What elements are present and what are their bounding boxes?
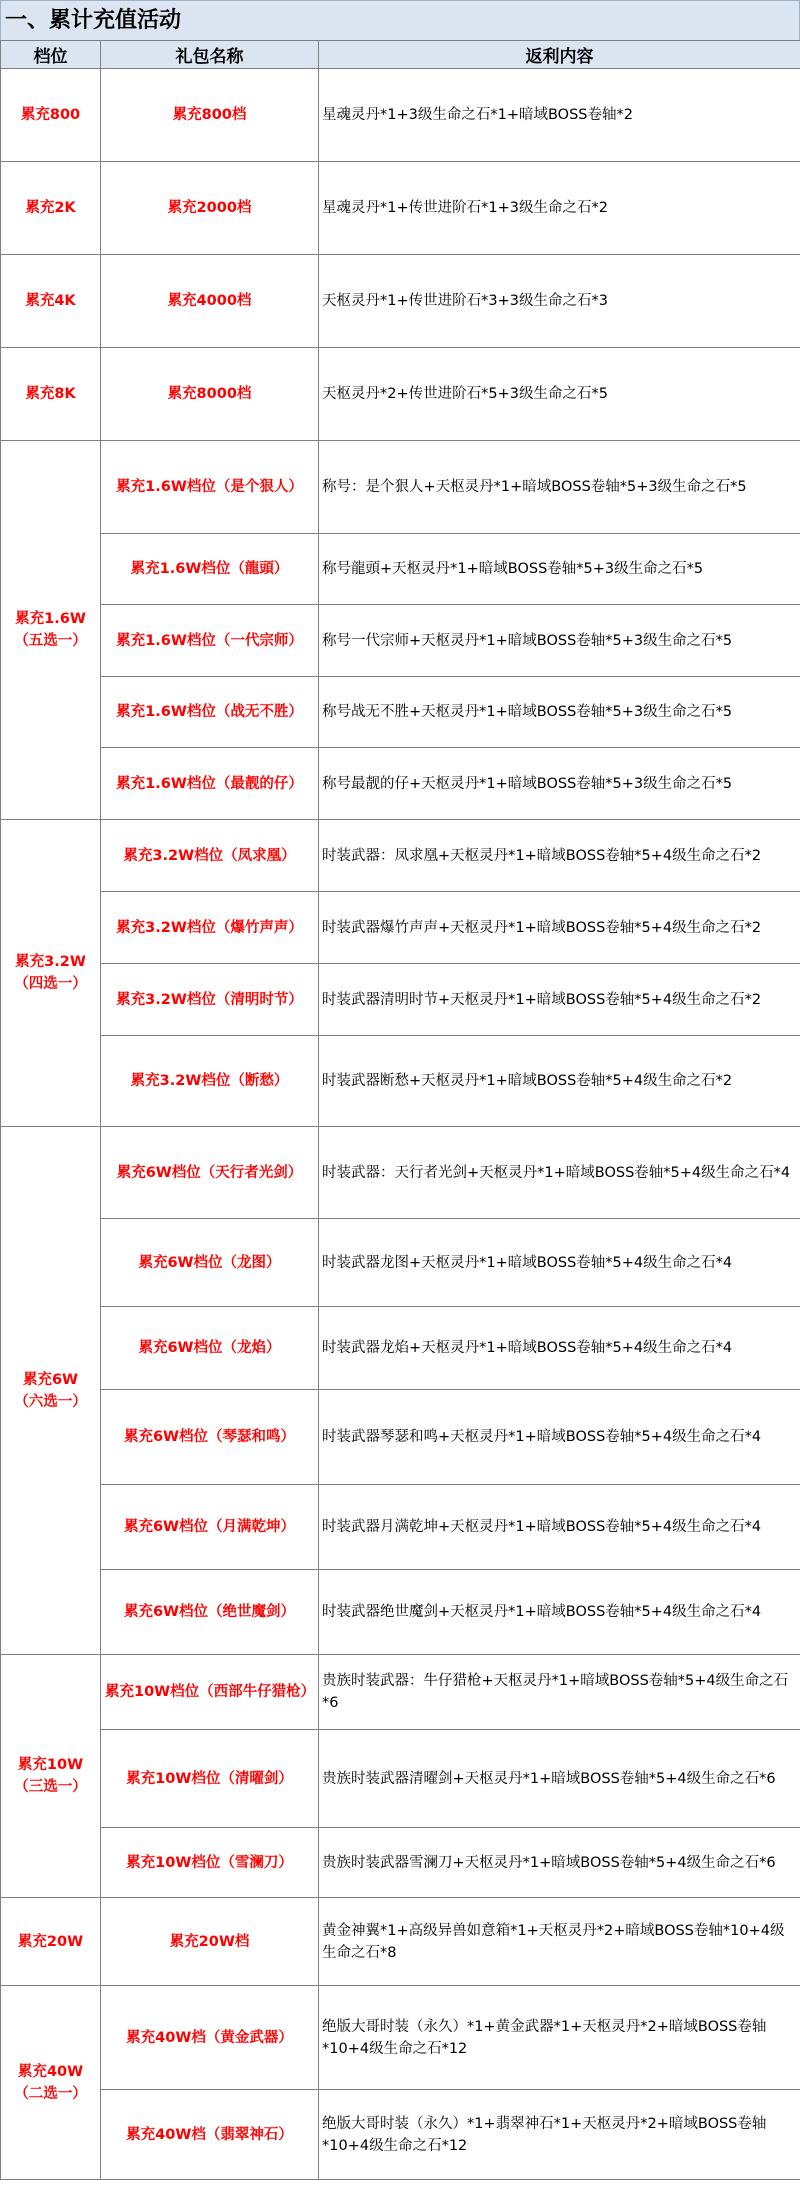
table-row bbox=[1, 748, 800, 820]
tier-cell bbox=[1, 1655, 101, 1898]
table-row bbox=[1, 892, 800, 964]
reward-cell: 称号龍頭+天枢灵丹*1+暗域BOSS卷轴*5+3级生命之石*5 bbox=[319, 534, 800, 605]
package-name-cell: 累充10W档位（雪澜刀） bbox=[101, 1828, 319, 1898]
tier-label: 累充1.6W bbox=[15, 611, 86, 627]
reward-cell: 绝版大哥时装（永久）*1+黄金武器*1+天枢灵丹*2+暗域BOSS卷轴*10+4级生命之石*12 bbox=[319, 1986, 800, 2090]
tier-cell bbox=[1, 1986, 101, 2180]
tier-label: 累充20W bbox=[17, 1933, 84, 1950]
table-row bbox=[1, 69, 800, 162]
table-row bbox=[1, 677, 800, 748]
table-row bbox=[1, 1730, 800, 1828]
table-row bbox=[1, 2090, 800, 2180]
table-row bbox=[1, 1986, 800, 2090]
table-row bbox=[1, 1655, 800, 1730]
package-name-cell: 累充3.2W档位（清明时节） bbox=[101, 964, 319, 1036]
table-row bbox=[1, 255, 800, 348]
tier-cell bbox=[1, 348, 101, 441]
package-name-cell: 累充3.2W档位（断愁） bbox=[101, 1036, 319, 1127]
reward-cell: 贵族时装武器雪澜刀+天枢灵丹*1+暗域BOSS卷轴*5+4级生命之石*6 bbox=[319, 1828, 800, 1898]
table-row bbox=[1, 1390, 800, 1485]
table-row bbox=[1, 964, 800, 1036]
section-title: 一、累计充值活动 bbox=[0, 0, 800, 40]
table-row bbox=[1, 1570, 800, 1655]
package-name-cell: 累充6W档位（琴瑟和鸣） bbox=[101, 1390, 319, 1485]
reward-cell: 时装武器爆竹声声+天枢灵丹*1+暗域BOSS卷轴*5+4级生命之石*2 bbox=[319, 892, 800, 964]
table-row bbox=[1, 1307, 800, 1390]
header-tier: 档位 bbox=[1, 41, 101, 69]
package-name-cell: 累充6W档位（龙焰） bbox=[101, 1307, 319, 1390]
package-name-cell: 累充1.6W档位（一代宗师） bbox=[101, 605, 319, 677]
package-name-cell: 累充800档 bbox=[101, 69, 319, 162]
tier-cell bbox=[1, 441, 101, 820]
tier-cell bbox=[1, 1898, 101, 1986]
table-row bbox=[1, 1219, 800, 1307]
tier-label: （二选一） bbox=[14, 2085, 87, 2102]
reward-cell: 称号最靓的仔+天枢灵丹*1+暗域BOSS卷轴*5+3级生命之石*5 bbox=[319, 748, 800, 820]
package-name-cell: 累充8000档 bbox=[101, 348, 319, 441]
tier-label: 累充6W bbox=[22, 1371, 79, 1388]
tier-label: 累充800 bbox=[20, 107, 81, 123]
table-row bbox=[1, 820, 800, 892]
tier-label: 累充10W bbox=[17, 1757, 84, 1773]
tier-cell bbox=[1, 162, 101, 255]
reward-cell: 时装武器断愁+天枢灵丹*1+暗域BOSS卷轴*5+4级生命之石*2 bbox=[319, 1036, 800, 1127]
tier-cell bbox=[1, 1127, 101, 1655]
header-row bbox=[1, 41, 800, 69]
reward-cell: 称号：是个狠人+天枢灵丹*1+暗域BOSS卷轴*5+3级生命之石*5 bbox=[319, 441, 800, 534]
reward-cell: 天枢灵丹*2+传世进阶石*5+3级生命之石*5 bbox=[319, 348, 800, 441]
reward-cell: 天枢灵丹*1+传世进阶石*3+3级生命之石*3 bbox=[319, 255, 800, 348]
tier-label: 累充4K bbox=[25, 293, 76, 309]
tier-label: （五选一） bbox=[14, 633, 87, 649]
package-name-cell: 累充40W档（翡翠神石） bbox=[101, 2090, 319, 2180]
reward-cell: 星魂灵丹*1+3级生命之石*1+暗域BOSS卷轴*2 bbox=[319, 69, 800, 162]
package-name-cell: 累充3.2W档位（爆竹声声） bbox=[101, 892, 319, 964]
reward-cell: 绝版大哥时装（永久）*1+翡翠神石*1+天枢灵丹*2+暗域BOSS卷轴*10+4级生命之石*12 bbox=[319, 2090, 800, 2180]
reward-cell: 贵族时装武器清曜剑+天枢灵丹*1+暗域BOSS卷轴*5+4级生命之石*6 bbox=[319, 1730, 800, 1828]
table-row bbox=[1, 1828, 800, 1898]
reward-cell: 时装武器：天行者光剑+天枢灵丹*1+暗域BOSS卷轴*5+4级生命之石*4 bbox=[319, 1127, 800, 1219]
package-name-cell: 累充40W档（黄金武器） bbox=[101, 1986, 319, 2090]
reward-cell: 贵族时装武器：牛仔猎枪+天枢灵丹*1+暗域BOSS卷轴*5+4级生命之石*6 bbox=[319, 1655, 800, 1730]
package-name-cell: 累充10W档位（西部牛仔猎枪） bbox=[101, 1655, 319, 1730]
package-name-cell: 累充1.6W档位（战无不胜） bbox=[101, 677, 319, 748]
reward-cell: 时装武器龙图+天枢灵丹*1+暗域BOSS卷轴*5+4级生命之石*4 bbox=[319, 1219, 800, 1307]
tier-label: （三选一） bbox=[14, 1779, 87, 1795]
tier-label: 累充3.2W bbox=[15, 954, 86, 970]
table-row bbox=[1, 534, 800, 605]
package-name-cell: 累充10W档位（清曜剑） bbox=[101, 1730, 319, 1828]
reward-cell: 时装武器：凤求凰+天枢灵丹*1+暗域BOSS卷轴*5+4级生命之石*2 bbox=[319, 820, 800, 892]
header-reward: 返利内容 bbox=[319, 41, 800, 69]
tier-cell bbox=[1, 69, 101, 162]
table-row bbox=[1, 605, 800, 677]
header-package: 礼包名称 bbox=[101, 41, 319, 69]
table-row bbox=[1, 1898, 800, 1986]
package-name-cell: 累充6W档位（龙图） bbox=[101, 1219, 319, 1307]
recharge-table bbox=[0, 40, 800, 2180]
package-name-cell: 累充6W档位（天行者光剑） bbox=[101, 1127, 319, 1219]
table-row bbox=[1, 348, 800, 441]
reward-cell: 称号一代宗师+天枢灵丹*1+暗域BOSS卷轴*5+3级生命之石*5 bbox=[319, 605, 800, 677]
package-name-cell: 累充2000档 bbox=[101, 162, 319, 255]
table-row bbox=[1, 162, 800, 255]
reward-cell: 黄金神翼*1+高级异兽如意箱*1+天枢灵丹*2+暗域BOSS卷轴*10+4级生命之石*8 bbox=[319, 1898, 800, 1986]
reward-cell: 时装武器月满乾坤+天枢灵丹*1+暗域BOSS卷轴*5+4级生命之石*4 bbox=[319, 1485, 800, 1570]
package-name-cell: 累充1.6W档位（龍頭） bbox=[101, 534, 319, 605]
reward-cell: 星魂灵丹*1+传世进阶石*1+3级生命之石*2 bbox=[319, 162, 800, 255]
tier-label: （六选一） bbox=[14, 1393, 87, 1410]
tier-label: （四选一） bbox=[14, 976, 87, 992]
package-name-cell: 累充6W档位（绝世魔剑） bbox=[101, 1570, 319, 1655]
tier-cell bbox=[1, 820, 101, 1127]
reward-cell: 时装武器绝世魔剑+天枢灵丹*1+暗域BOSS卷轴*5+4级生命之石*4 bbox=[319, 1570, 800, 1655]
tier-label: 累充8K bbox=[25, 386, 76, 402]
tier-label: 累充2K bbox=[25, 200, 76, 216]
package-name-cell: 累充20W档 bbox=[101, 1898, 319, 1986]
table-row bbox=[1, 1036, 800, 1127]
reward-cell: 时装武器琴瑟和鸣+天枢灵丹*1+暗域BOSS卷轴*5+4级生命之石*4 bbox=[319, 1390, 800, 1485]
reward-cell: 时装武器龙焰+天枢灵丹*1+暗域BOSS卷轴*5+4级生命之石*4 bbox=[319, 1307, 800, 1390]
reward-cell: 称号战无不胜+天枢灵丹*1+暗域BOSS卷轴*5+3级生命之石*5 bbox=[319, 677, 800, 748]
package-name-cell: 累充6W档位（月满乾坤） bbox=[101, 1485, 319, 1570]
table-row bbox=[1, 1127, 800, 1219]
table-row bbox=[1, 1485, 800, 1570]
package-name-cell: 累充3.2W档位（凤求凰） bbox=[101, 820, 319, 892]
reward-cell: 时装武器清明时节+天枢灵丹*1+暗域BOSS卷轴*5+4级生命之石*2 bbox=[319, 964, 800, 1036]
tier-cell bbox=[1, 255, 101, 348]
table-row bbox=[1, 441, 800, 534]
table-body bbox=[1, 69, 800, 2180]
package-name-cell: 累充1.6W档位（最靓的仔） bbox=[101, 748, 319, 820]
tier-label: 累充40W bbox=[17, 2063, 84, 2080]
package-name-cell: 累充4000档 bbox=[101, 255, 319, 348]
package-name-cell: 累充1.6W档位（是个狠人） bbox=[101, 441, 319, 534]
